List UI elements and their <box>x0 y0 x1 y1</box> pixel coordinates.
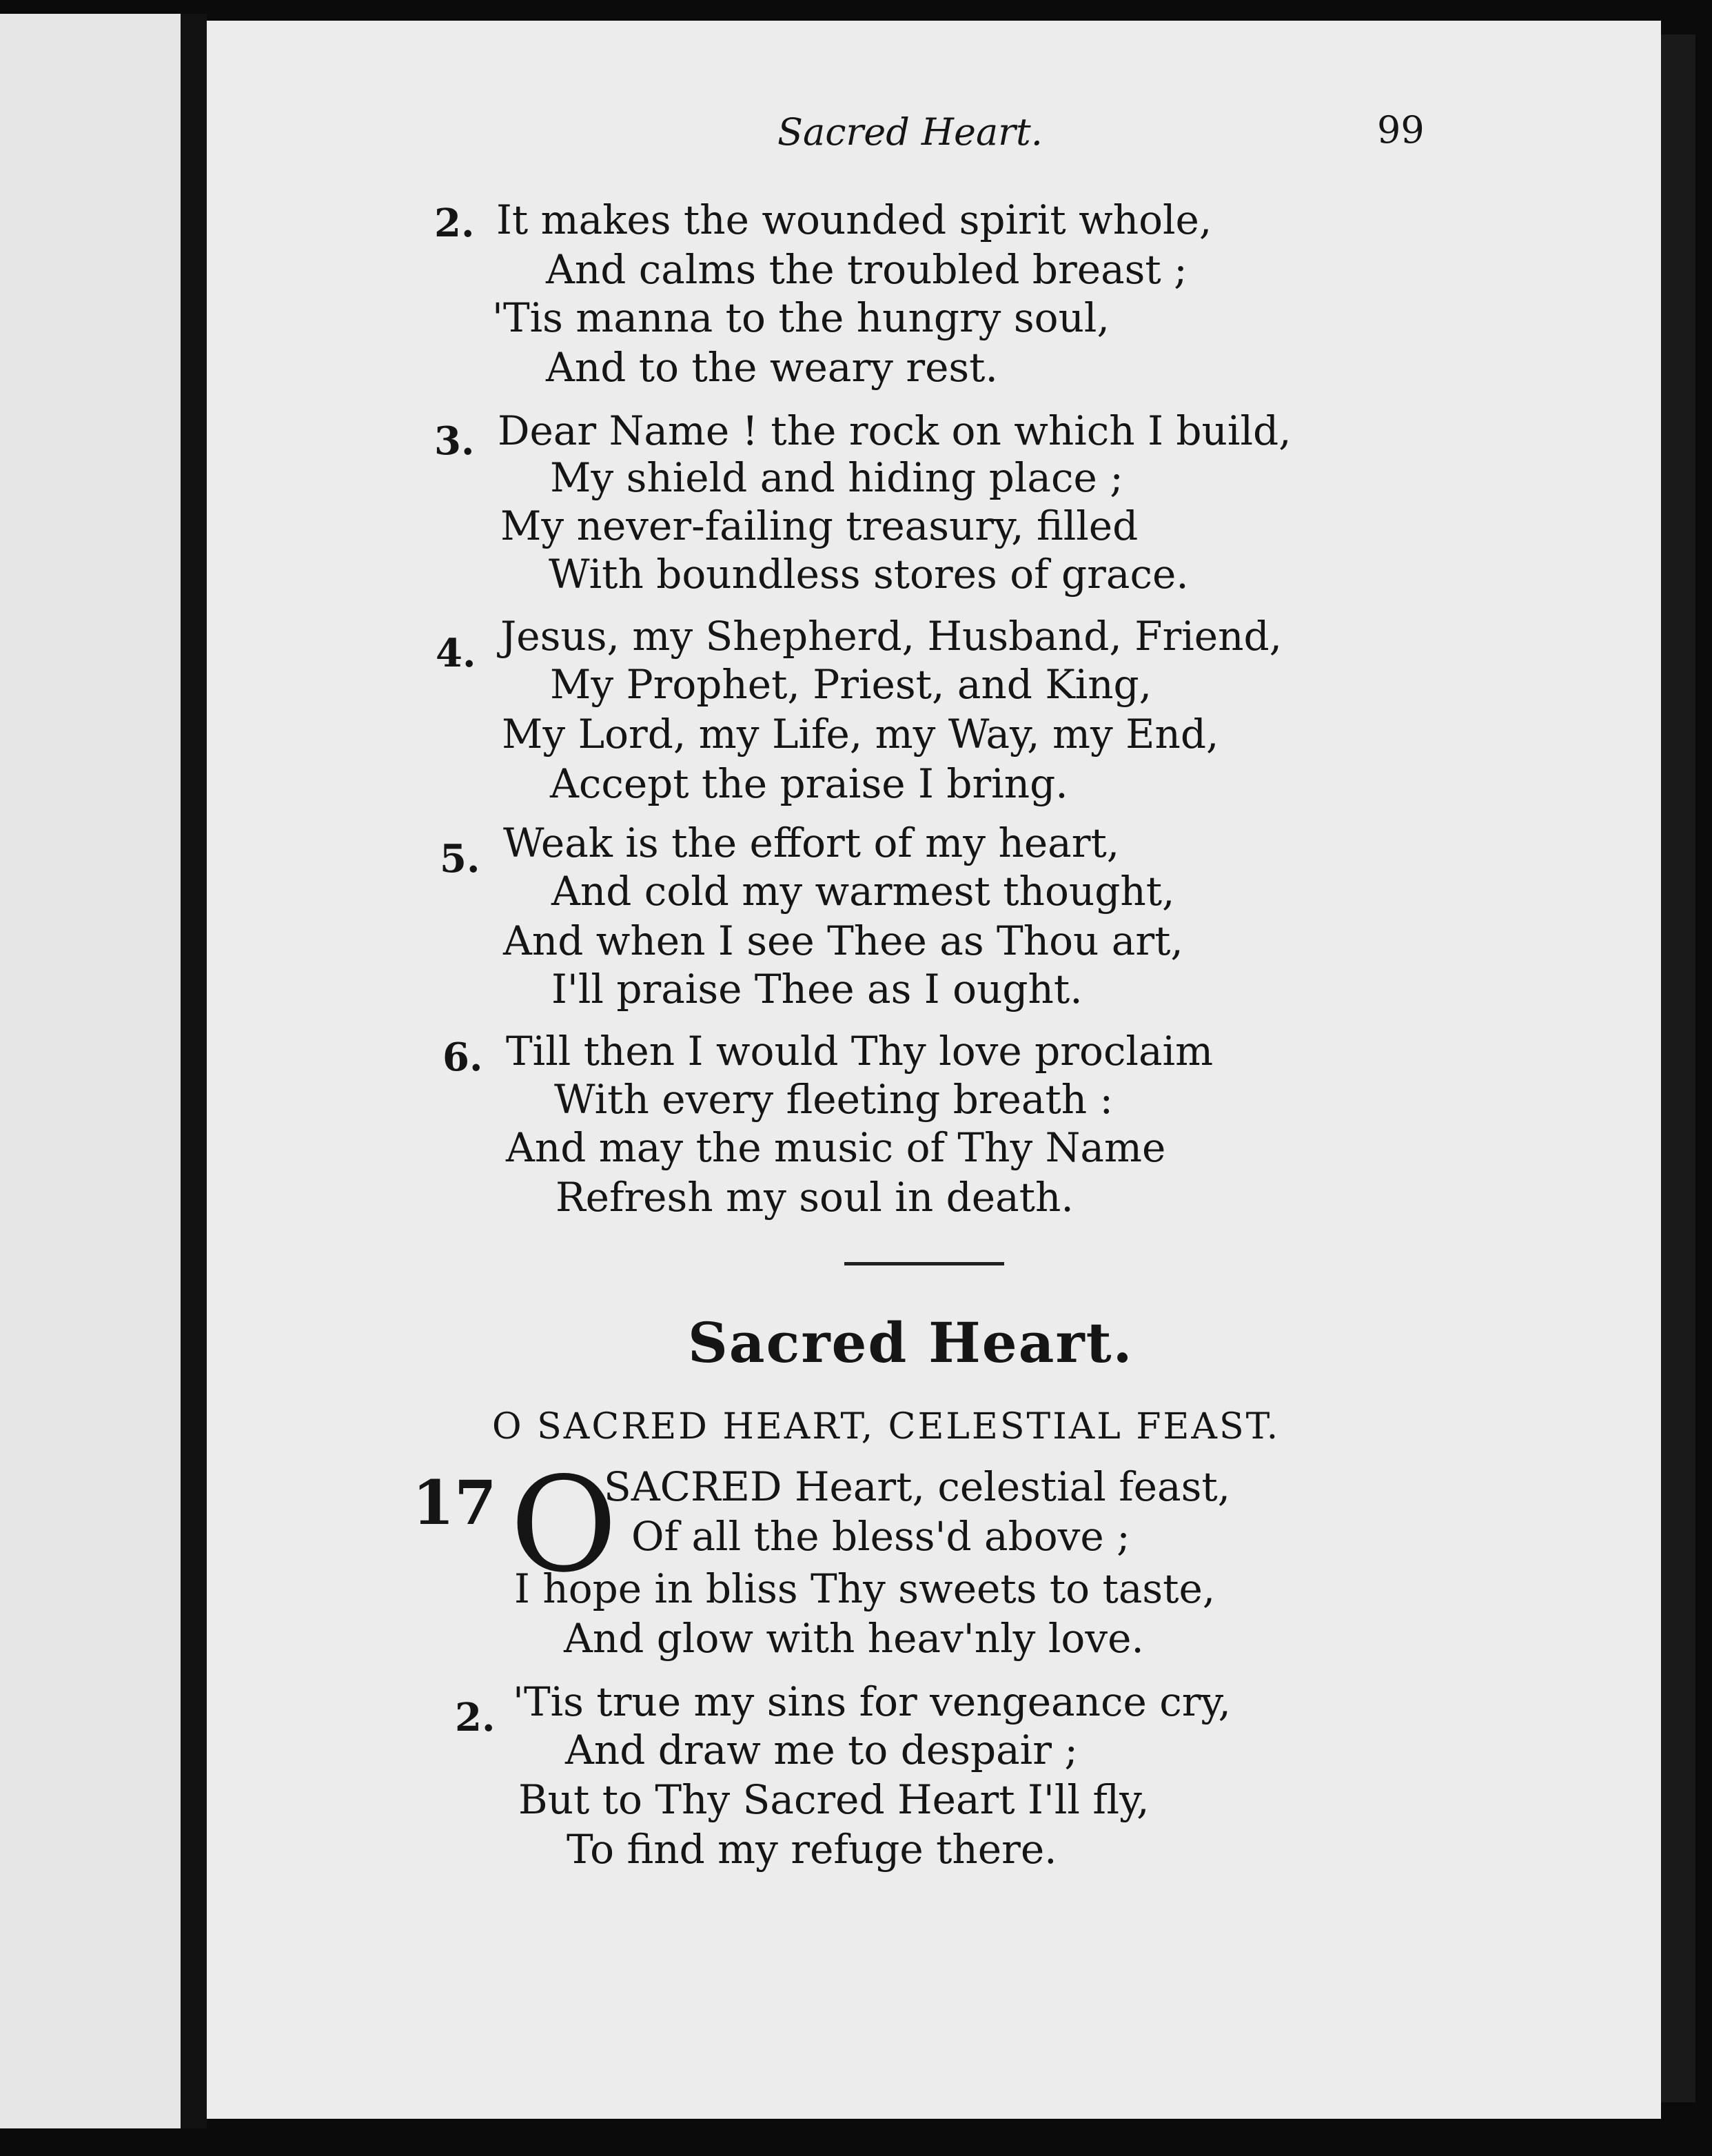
verse-line: But to Thy Sacred Heart I'll fly, <box>518 1776 1150 1823</box>
hymn-number: 17 <box>412 1467 497 1538</box>
hymn-subtitle: O SACRED HEART, CELESTIAL FEAST. <box>492 1406 1281 1447</box>
verse-line: Refresh my soul in death. <box>556 1174 1074 1221</box>
left-page-margin <box>0 14 181 2128</box>
verse-line: And draw me to despair ; <box>565 1727 1078 1773</box>
verse-line: And cold my warmest thought, <box>551 868 1175 915</box>
verse-line: Till then I would Thy love proclaim <box>506 1028 1214 1075</box>
page-edge <box>1661 34 1695 2102</box>
verse-line: To find my refuge there. <box>567 1826 1057 1873</box>
verse-line: Weak is the effort of my heart, <box>503 820 1120 866</box>
verse-line: And when I see Thee as Thou art, <box>503 917 1183 964</box>
verse-line: With boundless stores of grace. <box>549 551 1189 598</box>
verse-line: I'll praise Thee as I ought. <box>551 966 1083 1013</box>
stanza-number: 2. <box>434 201 475 246</box>
hymn-title: Sacred Heart. <box>688 1310 1134 1375</box>
verse-line: It makes the wounded spirit whole, <box>496 196 1212 243</box>
stanza-number: 2. <box>455 1695 496 1740</box>
section-rule <box>844 1262 1004 1265</box>
drop-cap: O <box>510 1449 618 1601</box>
verse-line: My Prophet, Priest, and King, <box>550 661 1152 708</box>
verse-line: With every fleeting breath : <box>554 1076 1114 1123</box>
verse-line: Of all the bless'd above ; <box>631 1513 1130 1560</box>
verse-line: And may the music of Thy Name <box>506 1124 1166 1171</box>
stanza-number: 4. <box>436 631 476 676</box>
verse-line: Accept the praise I bring. <box>550 760 1068 807</box>
verse-line: Dear Name ! the rock on which I build, <box>498 407 1292 454</box>
stanza-number: 6. <box>442 1035 483 1080</box>
verse-line: SACRED Heart, celestial feast, <box>604 1463 1231 1510</box>
verse-line: My Lord, my Life, my Way, my End, <box>502 711 1219 757</box>
page-number: 99 <box>1377 108 1425 152</box>
verse-line: And glow with heav'nly love. <box>564 1615 1144 1662</box>
stanza-number: 3. <box>434 418 475 464</box>
stanza-number: 5. <box>440 836 480 882</box>
running-title: Sacred Heart. <box>777 110 1043 154</box>
verse-line: And to the weary rest. <box>546 344 998 391</box>
verse-line: Jesus, my Shepherd, Husband, Friend, <box>500 613 1283 660</box>
verse-line: 'Tis true my sins for vengeance cry, <box>513 1678 1231 1725</box>
verse-line: I hope in bliss Thy sweets to taste, <box>514 1565 1216 1612</box>
book-spine <box>181 14 207 2128</box>
verse-line: My never-failing treasury, filled <box>500 502 1139 549</box>
verse-line: 'Tis manna to the hungry soul, <box>492 294 1110 341</box>
verse-line: And calms the troubled breast ; <box>546 246 1188 293</box>
verse-line: My shield and hiding place ; <box>550 454 1123 501</box>
